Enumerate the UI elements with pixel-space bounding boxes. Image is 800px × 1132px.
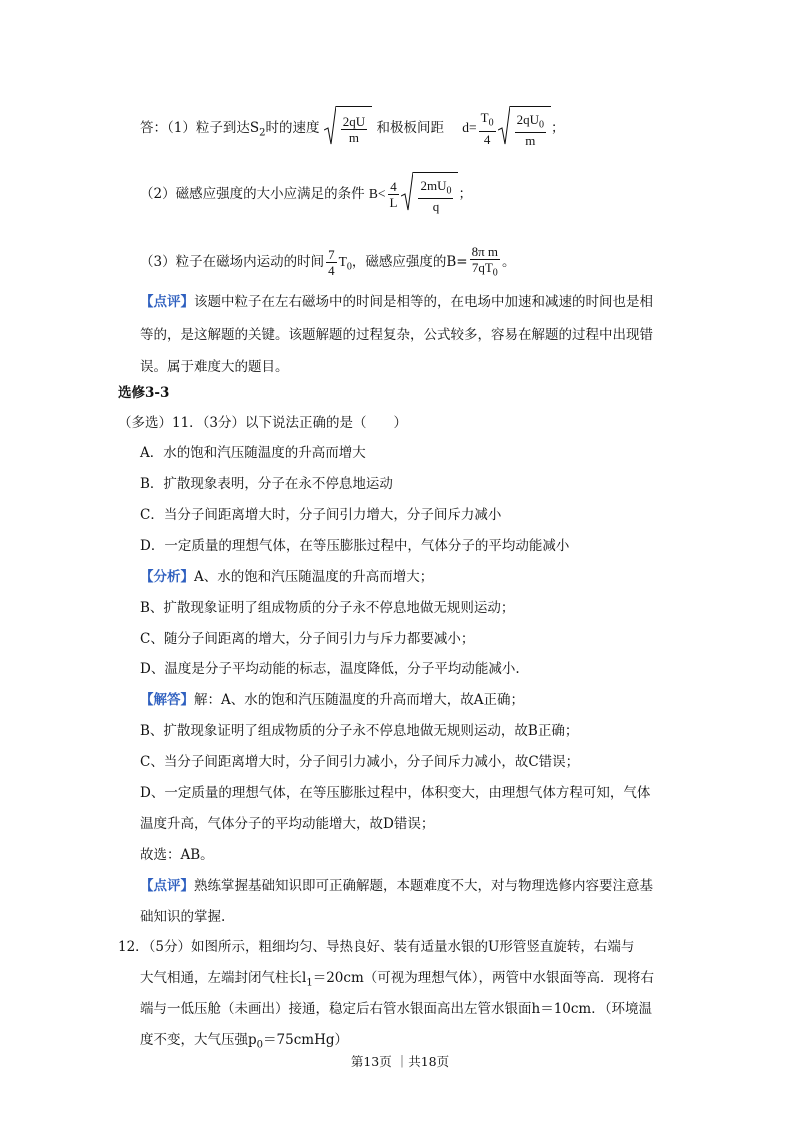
analysis-line-2: B、扩散现象证明了组成物质的分子永不停息地做无规则运动；	[140, 600, 515, 616]
question-11-stem: （多选）11．（3分）以下说法正确的是（ ）	[118, 415, 408, 431]
subscript: 0	[256, 1039, 264, 1051]
option-b: B．扩散现象表明，分子在永不停息地运动	[140, 476, 393, 492]
solution-line-3: C、当分子间距离增大时，分子间引力减小，分子间斥力减小，故C错误；	[140, 754, 580, 770]
solution-line-2: B、扩散现象证明了组成物质的分子永不停息地做无规则运动，故B正确；	[140, 723, 579, 739]
subscript: 0	[346, 261, 352, 273]
distance-frac-den: 4	[483, 131, 491, 147]
answer-1-mid: 时的速度	[265, 120, 320, 136]
distance-root-den: m	[525, 133, 536, 149]
q12-text: ＝75cmHg）	[263, 1032, 348, 1048]
solution-tag: 【解答】	[140, 692, 194, 708]
option-c: C．当分子间距离增大时，分子间引力增大，分子间斥力减小	[140, 507, 502, 523]
comment-text: 该题中粒子在左右磁场中的时间是相等的，在电场中加速和减速的时间也是相	[194, 294, 653, 310]
field-root-den: q	[432, 199, 440, 215]
solution-text: 解：A、水的饱和汽压随温度的升高而增大，故A正确；	[194, 692, 524, 708]
answer-2-prefix: （2）磁感应强度的大小应满足的条件	[140, 186, 365, 202]
subscript: 0	[446, 185, 452, 197]
answer-1-end: ；	[550, 120, 565, 136]
solution-line-4: D、一定质量的理想气体，在等压膨胀过程中，体积变大，由理想气体方程可知，气体	[140, 785, 651, 801]
solution-line-5: 温度升高，气体分子的平均动能增大，故D错误；	[140, 816, 435, 832]
comment-1-line-2: 等的，是这解题的关键。该题解题的过程复杂，公式较多，容易在解题的过程中出现错	[140, 327, 653, 343]
comment-1-line-1	[140, 292, 653, 312]
velocity-root	[324, 106, 372, 151]
field-frac-den: L	[389, 195, 398, 210]
analysis-line-3: C、随分子间距离的增大，分子间引力与斥力都要减小；	[140, 631, 475, 647]
analysis-text: A、水的饱和汽压随温度的升高而增大；	[194, 569, 434, 585]
distance-frac-num: T	[480, 110, 489, 126]
field-label: B<	[368, 186, 386, 201]
b-frac-den: 7qT	[471, 260, 493, 276]
distance-label: d=	[462, 120, 477, 135]
option-a: A．水的饱和汽压随温度的升高而增大	[140, 445, 366, 461]
distance-root	[498, 106, 551, 151]
answer-3-mid: ，磁感应强度的B=	[351, 254, 468, 270]
option-d: D．一定质量的理想气体，在等压膨胀过程中，气体分子的平均动能减小	[140, 538, 570, 554]
comment-text: 熟练掌握基础知识即可正确解题，本题难度不大，对与物理选修内容要注意基	[194, 878, 653, 894]
subscript: 1	[306, 977, 313, 989]
time-var: T	[338, 254, 347, 269]
page-footer: 第13页 ｜共18页	[350, 1054, 450, 1069]
answer-line-2	[140, 172, 472, 217]
subscript: 0	[492, 267, 498, 279]
answer-line-3	[140, 242, 516, 288]
field-root-num: 2mU	[420, 177, 447, 193]
analysis-tag: 【分析】	[140, 569, 194, 585]
solution-line-1	[140, 690, 524, 710]
analysis-line-1	[140, 567, 433, 587]
field-root	[401, 172, 458, 217]
answer-1-prefix: 答：（1）粒子到达S	[140, 120, 260, 136]
answer-1-and: 和极板间距	[376, 120, 444, 136]
answer-line-1	[140, 106, 564, 156]
solution-line-6: 故选：AB。	[140, 847, 214, 863]
question-12-line-1: 12．（5分）如图所示，粗细均匀、导热良好、装有适量水银的U形管竖直旋转，右端与	[118, 939, 635, 955]
comment-1-line-3: 误。属于难度大的题目。	[140, 359, 289, 375]
time-frac-num: 7	[328, 247, 335, 262]
answer-2-end: ；	[458, 186, 472, 202]
time-frac	[326, 247, 337, 278]
subscript: 2	[259, 127, 266, 139]
b-frac-num: 8π m	[471, 244, 499, 260]
b-frac	[470, 244, 500, 281]
q12-text: 度不变，大气压强p	[140, 1032, 257, 1048]
analysis-line-4: D、温度是分子平均动能的标志，温度降低，分子平均动能减小.	[140, 661, 520, 677]
answer-3-end: 。	[502, 254, 516, 270]
answer-3-prefix: （3）粒子在磁场内运动的时间	[140, 254, 325, 270]
comment-2-line-1	[140, 876, 653, 896]
q12-text: ＝20cm（可视为理想气体），两管中水银面等高．现将右	[312, 970, 654, 986]
field-frac	[388, 179, 400, 210]
section-title: 选修3-3	[118, 385, 170, 401]
question-12-line-3: 端与一低压舱（未画出）接通，稳定后右管水银面高出左管水银面h＝10cm．（环境温	[140, 1001, 652, 1017]
comment-tag: 【点评】	[140, 294, 194, 310]
q12-text: 大气相通，左端封闭气柱长l	[140, 970, 307, 986]
distance-frac	[479, 110, 496, 147]
time-frac-den: 4	[328, 263, 335, 278]
comment-2-line-2: 础知识的掌握.	[140, 909, 226, 925]
question-12-line-2	[140, 968, 654, 994]
comment-tag: 【点评】	[140, 878, 194, 894]
subscript: 0	[538, 119, 544, 131]
velocity-den: m	[348, 130, 360, 146]
subscript: 0	[488, 117, 494, 129]
distance-root-num: 2qU	[516, 111, 539, 127]
field-frac-num: 4	[388, 179, 400, 195]
velocity-num: 2qU	[342, 114, 366, 130]
